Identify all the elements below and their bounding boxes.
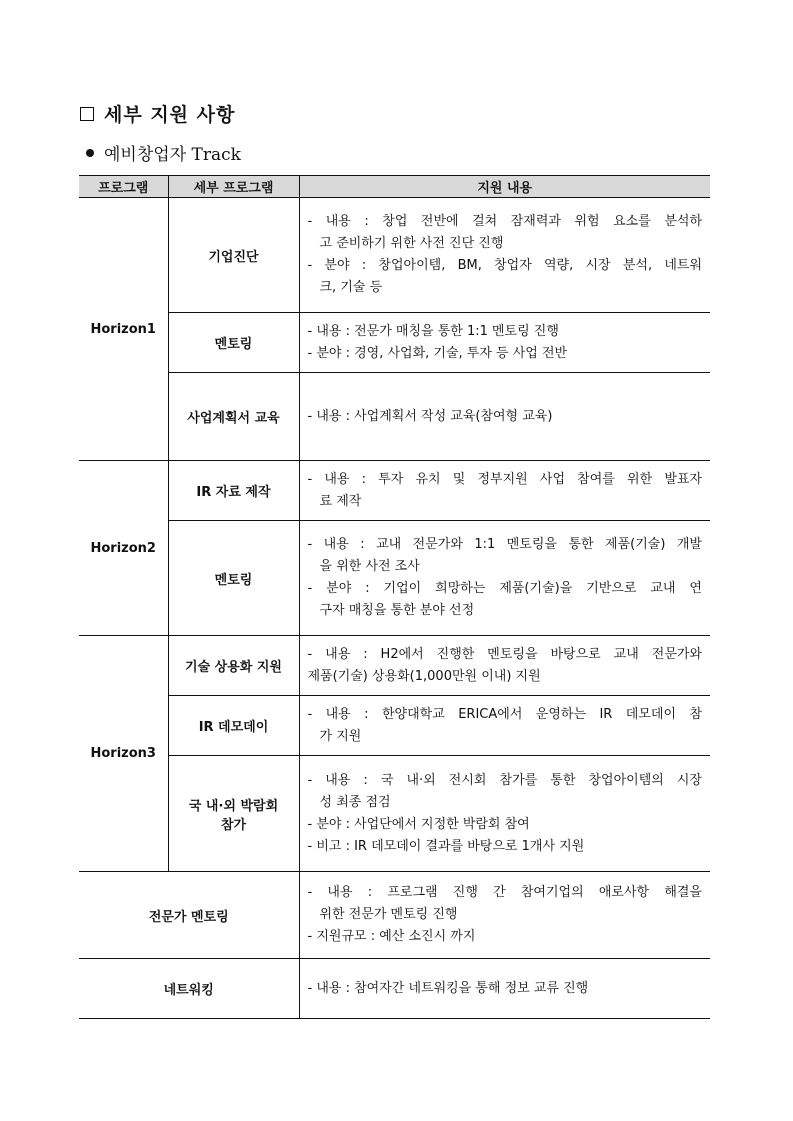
table-row bbox=[79, 198, 710, 313]
track-subheading bbox=[86, 140, 241, 165]
program-expert-mentoring: 전문가 멘토링 bbox=[79, 872, 299, 959]
sub-program-mentoring-h2: 멘토링 bbox=[168, 521, 299, 636]
table-row bbox=[79, 373, 710, 461]
sub-program-expo: 국 내·외 박람회 참가 bbox=[168, 756, 299, 872]
header-support-content: 지원 내용 bbox=[299, 176, 710, 198]
header-sub-program: 세부 프로그램 bbox=[168, 176, 299, 198]
sub-program-diagnosis: 기업진단 bbox=[168, 198, 299, 313]
sub-program-commercialization: 기술 상용화 지원 bbox=[168, 636, 299, 696]
content-ir-materials: - 내용 : 투자 유치 및 정부지원 사업 참여를 위한 발표자 료 제작 bbox=[299, 461, 710, 521]
content-ir-demoday: - 내용 : 한양대학교 ERICA에서 운영하는 IR 데모데이 참 가 지원 bbox=[299, 696, 710, 756]
content-networking: - 내용 : 참여자간 네트워킹을 통해 정보 교류 진행 bbox=[299, 959, 710, 1019]
table-row bbox=[79, 959, 710, 1019]
sub-program-ir-materials: IR 자료 제작 bbox=[168, 461, 299, 521]
content-commercialization: - 내용 : H2에서 진행한 멘토링을 바탕으로 교내 전문가와 제품(기술) 상용화(1,000만원 이내) 지원 bbox=[299, 636, 710, 696]
content-mentoring-h1: - 내용 : 전문가 매칭을 통한 1:1 멘토링 진행 - 분야 : 경영, 사업화, 기술, 투자 등 사업 전반 bbox=[299, 313, 710, 373]
square-bullet-icon bbox=[80, 107, 94, 121]
table-row bbox=[79, 696, 710, 756]
bullet-dot-icon bbox=[86, 149, 94, 157]
header-program: 프로그램 bbox=[79, 176, 168, 198]
table-header-row bbox=[79, 176, 710, 198]
table-row bbox=[79, 756, 710, 872]
program-networking: 네트워킹 bbox=[79, 959, 299, 1019]
sub-program-ir-demoday: IR 데모데이 bbox=[168, 696, 299, 756]
section-heading-text: 세부 지원 사항 bbox=[104, 104, 236, 126]
track-subheading-text: 예비창업자 Track bbox=[104, 145, 241, 165]
table-row bbox=[79, 872, 710, 959]
table-row bbox=[79, 461, 710, 521]
table-row bbox=[79, 521, 710, 636]
sub-program-mentoring-h1: 멘토링 bbox=[168, 313, 299, 373]
content-expert-mentoring: - 내용 : 프로그램 진행 간 참여기업의 애로사항 해결을 위한 전문가 멘토링 진행 - 지원규모 : 예산 소진시 까지 bbox=[299, 872, 710, 959]
section-heading bbox=[80, 100, 235, 127]
content-expo: - 내용 : 국 내·외 전시회 참가를 통한 창업아이템의 시장 성 최종 점검 - 분야 : 사업단에서 지정한 박람회 참여 - 비고 : IR 데모데이 결과를 바탕으로 1개사 지원 bbox=[299, 756, 710, 872]
program-horizon2: Horizon2 bbox=[79, 461, 168, 636]
support-table bbox=[79, 175, 710, 1019]
content-mentoring-h2: - 내용 : 교내 전문가와 1:1 멘토링을 통한 제품(기술) 개발 을 위한 사전 조사 - 분야 : 기업이 희망하는 제품(기술)을 기반으로 교내 연 구자 매칭을 통한 분야 선정 bbox=[299, 521, 710, 636]
sub-program-business-plan: 사업계획서 교육 bbox=[168, 373, 299, 461]
table-row bbox=[79, 636, 710, 696]
program-horizon1: Horizon1 bbox=[79, 198, 168, 461]
table-row bbox=[79, 313, 710, 373]
program-horizon3: Horizon3 bbox=[79, 636, 168, 872]
content-diagnosis: - 내용 : 창업 전반에 걸쳐 잠재력과 위험 요소를 분석하 고 준비하기 위한 사전 진단 진행 - 분야 : 창업아이템, BM, 창업자 역량, 시장 분석, 네트워 크, 기술 등 bbox=[299, 198, 710, 313]
content-business-plan: - 내용 : 사업계획서 작성 교육(참여형 교육) bbox=[299, 373, 710, 461]
